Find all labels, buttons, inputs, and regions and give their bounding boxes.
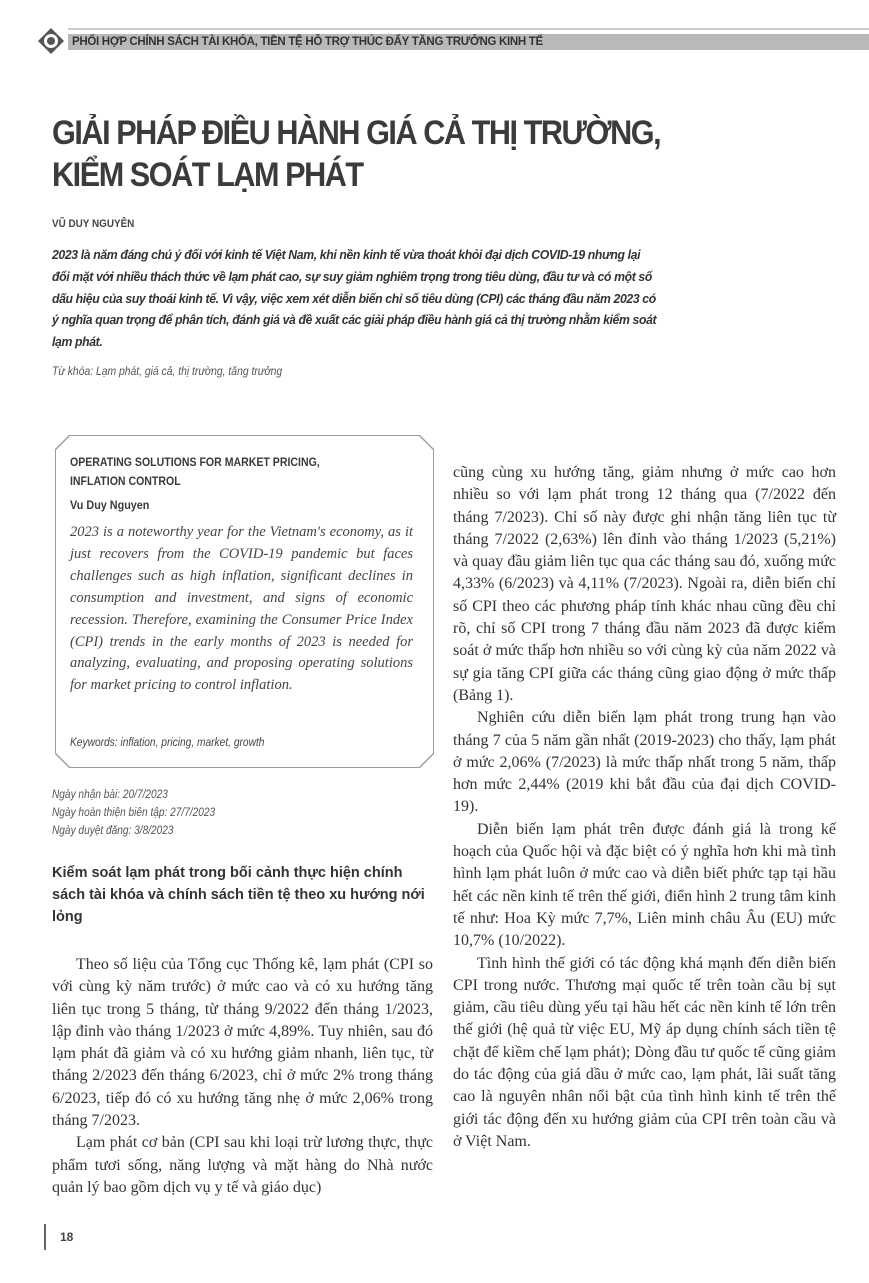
article-author: VŨ DUY NGUYÊN xyxy=(52,218,135,230)
date-approved: Ngày duyệt đăng: 3/8/2023 xyxy=(52,825,174,837)
left-column-body xyxy=(52,954,433,1199)
compass-emblem-icon xyxy=(38,28,64,54)
paragraph: Theo số liệu của Tổng cục Thống kê, lạm phát (CPI so với cùng kỳ năm trước) ở mức cao và có xu hướng tăng liên tục trong 5 tháng, từ tháng 9/2022 đến tháng 1/2023, lập đỉnh vào tháng 1/2023 ở mức 4,89%. Tuy nhiên, sau đó lạm phát đã giảm và có xu hướng giảm nhanh, liên tục, từ tháng 2/2023 đến tháng 6/2023, chỉ ở mức 2% trong tháng 6/2023, tiếp đó có xu hướng tăng nhẹ ở mức 2,06% trong tháng 7/2023. xyxy=(52,956,433,1130)
article-keywords: Từ khóa: Lạm phát, giá cả, thị trường, tăng trưởng xyxy=(52,366,283,378)
right-column-body xyxy=(453,462,836,1153)
english-title-line-1: OPERATING SOLUTIONS FOR MARKET PRICING, xyxy=(70,455,320,469)
header-rule xyxy=(68,28,869,30)
article-title xyxy=(52,112,682,196)
paragraph: Lạm phát cơ bản (CPI sau khi loại trừ lương thực, thực phẩm tươi sống, năng lượng và mặt hàng do Nhà nước quản lý bao gồm dịch vụ y tế và giáo dục) xyxy=(52,1134,433,1196)
english-title-line-2: INFLATION CONTROL xyxy=(70,474,181,488)
title-line-1: GIẢI PHÁP ĐIỀU HÀNH GIÁ CẢ THỊ TRƯỜNG, xyxy=(52,114,661,152)
header-section-title: PHỐI HỢP CHÍNH SÁCH TÀI KHÓA, TIỀN TỆ HỖ TRỢ THÚC ĐẨY TĂNG TRƯỞNG KINH TẾ xyxy=(72,36,543,48)
english-title xyxy=(70,453,404,491)
article-abstract: 2023 là năm đáng chú ý đối với kinh tế Việt Nam, khi nền kinh tế vừa thoát khỏi đại dịch COVID-19 nhưng lại đối mặt với nhiều thách thức về lạm phát cao, sự suy giảm nghiêm trọng trong tiêu dùng, đầu tư và có một số dấu hiệu của suy thoái kinh tế. Vì vậy, việc xem xét diễn biến chỉ số tiêu dùng (CPI) các tháng đầu năm 2023 có ý nghĩa quan trọng để phân tích, đánh giá và đề xuất các giải pháp điều hành giá cả thị trường nhằm kiểm soát lạm phát. xyxy=(52,247,657,350)
paragraph: Diễn biến lạm phát trên được đánh giá là trong kế hoạch của Quốc hội và đặc biệt có ý nghĩa hơn khi mà tình hình lạm phát luôn ở mức cao và diễn biết phức tạp tại hầu hết các nền kinh tế trên thế giới, điển hình 2 trung tâm kinh tế như: Hoa Kỳ mức 7,7%, Liên minh châu Âu (EU) mức 10,7% (10/2022). xyxy=(453,820,836,950)
english-author: Vu Duy Nguyen xyxy=(70,498,150,512)
english-abstract: 2023 is a noteworthy year for the Vietnam's economy, as it just recovers from the COVID-19 pandemic but faces challenges such as high inflation, significant declines in consumption and investment, and signs of economic recession. Therefore, examining the Consumer Price Index (CPI) trends in the early months of 2023 is needed for analyzing, evaluating, and proposing operating solutions for market pricing to control inflation. xyxy=(70,524,413,694)
section-heading: Kiểm soát lạm phát trong bối cảnh thực hiện chính sách tài khóa và chính sách tiền tệ theo xu hướng nới lỏng xyxy=(52,865,425,925)
title-line-2: KIỂM SOÁT LẠM PHÁT xyxy=(52,156,363,194)
paragraph: Nghiên cứu diễn biến lạm phát trong trung hạn vào tháng 7 của 5 năm gần nhất (2019-2023) cho thấy, lạm phát ở mức 2,06% (7/2023) là mức thấp nhất trong 5 năm, thấp hơn mức 2,44% (2019 khi bắt đầu của đại dịch COVID-19). xyxy=(453,709,836,816)
date-revised: Ngày hoàn thiện biên tập: 27/7/2023 xyxy=(52,807,216,819)
article-dates xyxy=(52,786,215,840)
date-received: Ngày nhận bài: 20/7/2023 xyxy=(52,789,168,801)
running-header xyxy=(38,28,869,54)
paragraph: Tình hình thế giới có tác động khá mạnh đến diễn biến CPI trong nước. Thương mại quốc tế trên toàn cầu bị sụt giảm, cầu tiêu dùng yếu tại hầu hết các nền kinh tế lớn trên thế giới (hệ quả từ việc EU, Mỹ áp dụng chính sách tiền tệ chặt để kiềm chế lạm phát); Dòng đầu tư quốc tế cũng giảm do tác động của giá dầu ở mức cao, lạm phát, lãi suất tăng cao là nguyên nhân nổi bật của tình hình kinh tế trên thế giới tác động đến xu hướng giảm của CPI trên toàn cầu và ở Việt Nam. xyxy=(453,954,836,1150)
page-number: 18 xyxy=(44,1224,73,1250)
paragraph: cũng cùng xu hướng tăng, giảm nhưng ở mức cao hơn nhiều so với lạm phát trong 12 tháng qua (7/2022 đến tháng 7/2023). Chỉ số này được ghi nhận tăng liên tục từ tháng 7/2022 (2,63%) lên đỉnh vào tháng 1/2023 (5,21%) và quay đầu giảm liên tục qua các tháng sau đó, xuống mức 4,33% (6/2023) và 4,11% (7/2023). Ngoài ra, diễn biến chỉ số CPI theo các phương pháp tính khác nhau cũng đều chỉ rõ, chỉ số CPI trong 7 tháng đầu năm 2023 đã được kiểm soát ở mức thấp hơn nhiều so với cùng kỳ của năm 2022 và sự gia tăng CPI giữa các tháng cũng giao động ở mức thấp (Bảng 1). xyxy=(453,464,836,704)
english-keywords: Keywords: inflation, pricing, market, growth xyxy=(70,735,265,749)
